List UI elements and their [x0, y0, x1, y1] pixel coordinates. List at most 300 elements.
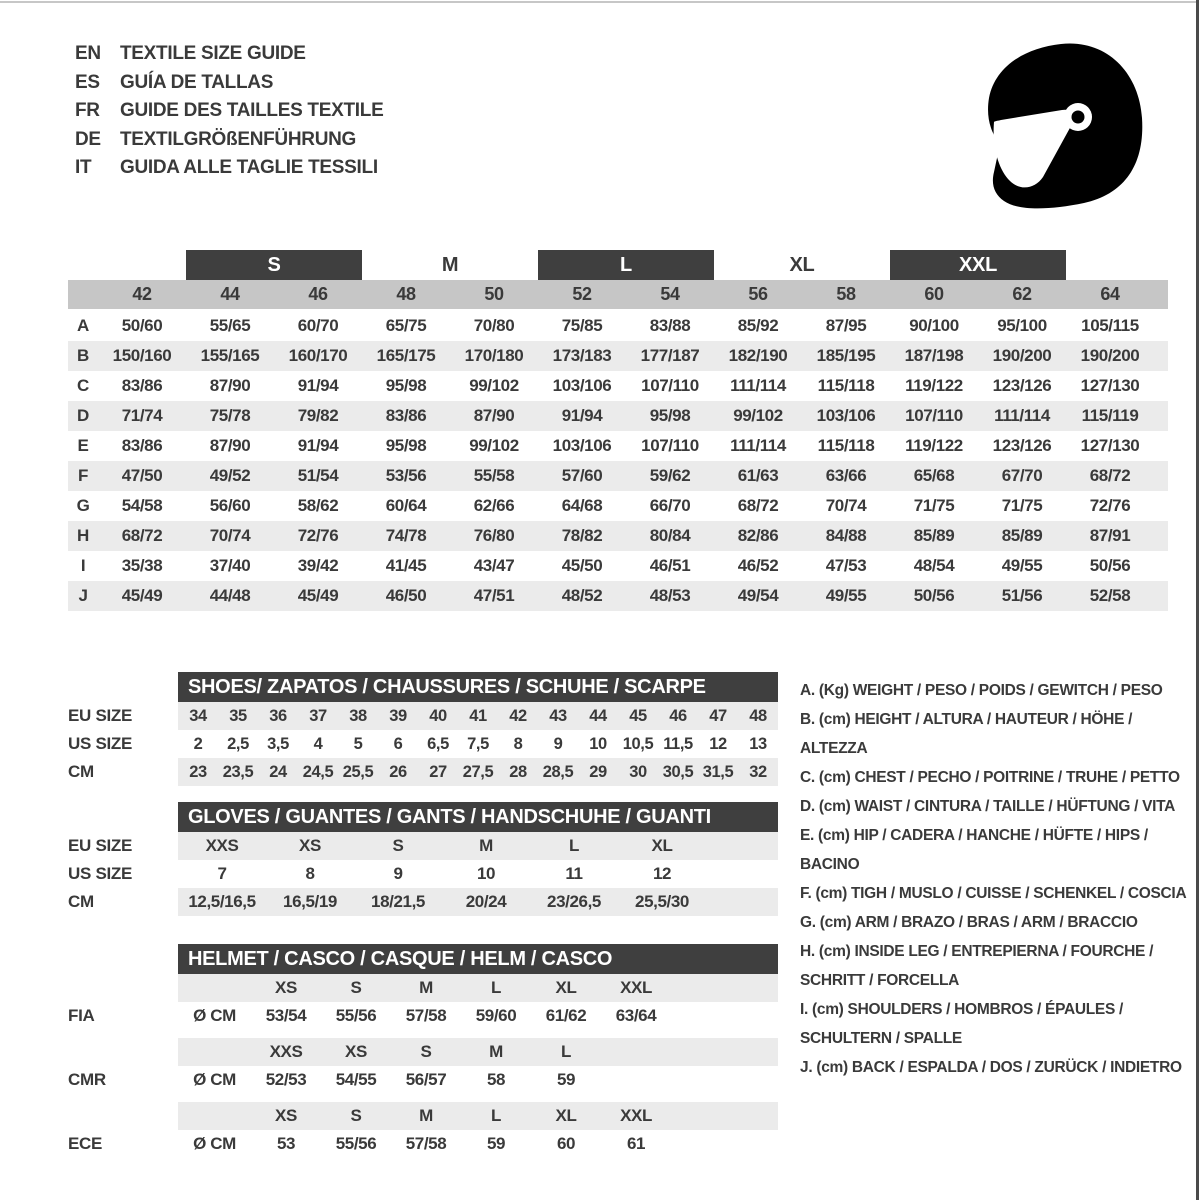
size-value: 87/90 [209, 376, 251, 395]
size-group-xl: XL [789, 254, 815, 276]
size-value: 45/49 [297, 586, 339, 605]
size-value: 78/82 [561, 526, 603, 545]
size-value: 91/94 [297, 376, 339, 395]
helmet-value: 55/56 [335, 1134, 377, 1153]
size-value: 91/94 [561, 406, 603, 425]
size-value: 12 [709, 735, 727, 753]
language-row [75, 126, 383, 155]
size-value: 83/88 [649, 316, 691, 335]
size-value: 75/78 [209, 406, 251, 425]
row-letter: B [77, 346, 89, 365]
helmet-size: M [489, 1042, 503, 1061]
size-value: 79/82 [297, 406, 339, 425]
size-value: 107/110 [641, 376, 699, 395]
size-value: 70/74 [825, 496, 867, 515]
helmet-size: S [350, 978, 362, 997]
helmet-size-row [68, 974, 780, 1002]
row-label: CM [68, 762, 94, 781]
size-value: 11 [565, 864, 583, 883]
size-value: 37 [309, 707, 327, 725]
size-value: 160/170 [288, 346, 348, 365]
size-value: 111/114 [730, 436, 786, 455]
size-value: 123/126 [992, 376, 1052, 395]
guide-title: TEXTILGRÖßENFÜHRUNG [120, 128, 357, 150]
numeric-size: 62 [1012, 284, 1032, 304]
size-value: 53/56 [385, 466, 427, 485]
size-value: 115/119 [1081, 406, 1139, 425]
gloves-table-row [68, 888, 780, 916]
helmet-value: 63/64 [615, 1006, 657, 1025]
row-letter-spacer [68, 280, 98, 309]
row-letter: D [77, 406, 89, 425]
size-value: 105/115 [1081, 316, 1139, 335]
row-label [68, 1038, 178, 1066]
helmet-size: L [491, 978, 501, 997]
spacer [68, 786, 780, 802]
size-value: 68/72 [1089, 466, 1131, 485]
measure-row-d [68, 401, 1168, 431]
size-value: 99/102 [469, 376, 519, 395]
size-value: 59/62 [649, 466, 691, 485]
row-letter: E [77, 436, 89, 455]
size-value: 45 [629, 707, 647, 725]
row-label: US SIZE [68, 734, 133, 753]
size-value: 83/86 [121, 436, 163, 455]
helmet-value: 56/57 [405, 1070, 447, 1089]
size-value: XL [651, 836, 673, 855]
standard-label: ECE [68, 1134, 103, 1153]
size-value: 20/24 [465, 892, 507, 911]
size-value: 185/195 [816, 346, 876, 365]
size-group-s: S [186, 250, 362, 280]
size-value: 24,5 [302, 763, 334, 781]
size-value: 90/100 [909, 316, 959, 335]
helmet-value: 54/55 [335, 1070, 377, 1089]
diameter-spacer [178, 974, 251, 1002]
numeric-size-row [68, 280, 1168, 309]
size-value: 74/78 [385, 526, 427, 545]
size-value: 44/48 [209, 586, 251, 605]
row-cells [178, 1038, 778, 1066]
size-value: 49/52 [209, 466, 251, 485]
row-letter: C [77, 376, 89, 395]
size-value: 177/187 [640, 346, 700, 365]
size-value: 35/38 [121, 556, 163, 575]
size-value: 6 [393, 735, 403, 753]
size-value: 42 [509, 707, 527, 725]
size-value: 60/70 [297, 316, 339, 335]
size-value: 25,5/30 [635, 892, 689, 911]
size-value: 111/114 [730, 376, 786, 395]
legend-item-e: E. (cm) HIP / CADERA / HANCHE / HÜFTE / HIPS / BACINO [800, 827, 1148, 873]
shoes-table-row [68, 730, 780, 758]
size-value: 10,5 [622, 735, 654, 753]
legend-item-a: A. (Kg) WEIGHT / PESO / POIDS / GEWITCH / PESO [800, 682, 1163, 699]
size-value: 45/49 [121, 586, 163, 605]
helmet-value: 55/56 [335, 1006, 377, 1025]
accessory-tables [68, 672, 780, 1166]
size-value: 67/70 [1001, 466, 1043, 485]
size-value: 37/40 [209, 556, 251, 575]
size-value: 13 [749, 735, 767, 753]
size-value: 87/90 [473, 406, 515, 425]
spacer [68, 916, 780, 944]
size-value: 68/72 [121, 526, 163, 545]
diameter-label: Ø CM [193, 1070, 236, 1089]
size-value: 45/50 [561, 556, 603, 575]
size-value: 173/183 [552, 346, 612, 365]
row-cells [178, 888, 778, 916]
size-value: 103/106 [552, 436, 612, 455]
size-value: 76/80 [473, 526, 515, 545]
size-value: 150/160 [112, 346, 172, 365]
helmet-size: XS [275, 978, 297, 997]
size-value: 23 [189, 763, 207, 781]
size-value: 48/53 [649, 586, 691, 605]
size-value: 25,5 [342, 763, 374, 781]
numeric-size: 52 [572, 284, 592, 304]
helmet-size-row [68, 1102, 780, 1130]
helmet-size-row [68, 1038, 780, 1066]
row-letter: I [80, 556, 86, 575]
measure-row-g [68, 491, 1168, 521]
diameter-label: Ø CM [193, 1134, 236, 1153]
row-cells [178, 1102, 778, 1130]
size-value: 71/75 [1001, 496, 1043, 515]
measure-row-a [68, 311, 1168, 341]
size-value: 5 [353, 735, 363, 753]
legend-item-j: J. (cm) BACK / ESPALDA / DOS / ZURÜCK / INDIETRO [800, 1059, 1182, 1076]
size-value: 49/55 [1001, 556, 1043, 575]
size-value: M [479, 836, 493, 855]
size-value: 6,5 [427, 735, 449, 753]
language-code: FR [75, 100, 100, 121]
main-size-table [68, 250, 1168, 611]
helmet-size: L [561, 1042, 571, 1061]
size-value: 27,5 [462, 763, 494, 781]
size-value: 7,5 [467, 735, 489, 753]
row-letter: G [76, 496, 90, 515]
size-value: 87/95 [825, 316, 867, 335]
size-value: 48/52 [561, 586, 603, 605]
measure-row-i [68, 551, 1168, 581]
size-value: 28,5 [542, 763, 574, 781]
size-value: 8 [305, 864, 315, 883]
size-value: 99/102 [469, 436, 519, 455]
size-group-row [68, 250, 1168, 280]
size-value: 2 [193, 735, 203, 753]
size-value: 43 [549, 707, 567, 725]
numeric-size: 56 [748, 284, 768, 304]
row-letter: F [78, 466, 88, 485]
helmet-value-row [68, 1130, 780, 1158]
size-value: 23,5 [222, 763, 254, 781]
language-code: DE [75, 128, 101, 150]
size-value: 10 [476, 864, 496, 883]
size-value: 63/66 [825, 466, 867, 485]
language-code: EN [75, 43, 101, 64]
size-value: 9 [553, 735, 563, 753]
row-letter: A [77, 316, 89, 335]
size-value: 47/50 [121, 466, 163, 485]
size-value: 190/200 [1080, 346, 1140, 365]
size-value: 58/62 [297, 496, 339, 515]
measurement-legend [800, 676, 1188, 1082]
size-value: 9 [393, 864, 403, 883]
numeric-size: 42 [132, 284, 152, 304]
helmet-size: XS [275, 1106, 297, 1125]
helmet-size: XL [555, 978, 577, 997]
size-value: 127/130 [1080, 436, 1140, 455]
helmet-value: 57/58 [405, 1006, 447, 1025]
size-value: 50/60 [121, 316, 163, 335]
size-value: 39/42 [297, 556, 339, 575]
size-value: 48/54 [913, 556, 955, 575]
size-value: 62/66 [473, 496, 515, 515]
helmet-group-fia [68, 974, 780, 1030]
numeric-size: 60 [924, 284, 944, 304]
guide-title: TEXTILE SIZE GUIDE [120, 43, 306, 64]
helmet-value: 53 [276, 1134, 296, 1153]
size-value: 51/54 [297, 466, 339, 485]
row-label: CM [68, 892, 94, 911]
size-value: 41 [469, 707, 487, 725]
size-value: 51/56 [1001, 586, 1043, 605]
size-value: 72/76 [297, 526, 339, 545]
size-value: 60/64 [385, 496, 427, 515]
measure-row-e [68, 431, 1168, 461]
size-value: L [569, 836, 579, 855]
helmet-table-title: HELMET / CASCO / CASQUE / HELM / CASCO [178, 944, 778, 974]
size-value: 38 [349, 707, 367, 725]
guide-title: GUIDA ALLE TAGLIE TESSILI [120, 157, 378, 178]
language-code: ES [75, 71, 100, 93]
helmet-size: XS [345, 1042, 367, 1061]
language-row [75, 69, 383, 98]
shoes-table-row [68, 758, 780, 786]
numeric-size: 64 [1100, 284, 1120, 304]
size-group-m: M [441, 254, 459, 276]
size-value: 32 [749, 763, 767, 781]
size-value: 119/122 [905, 436, 963, 455]
helmet-group-ece [68, 1102, 780, 1158]
size-value: 30 [629, 763, 647, 781]
size-value: 190/200 [992, 346, 1052, 365]
size-value: 35 [229, 707, 247, 725]
diameter-spacer [178, 1102, 251, 1130]
helmet-value: 59 [556, 1070, 576, 1089]
row-cells [178, 860, 778, 888]
size-value: 54/58 [121, 496, 163, 515]
size-value: 12,5/16,5 [188, 892, 256, 911]
size-value: 46/50 [385, 586, 427, 605]
helmet-icon [958, 22, 1148, 217]
size-value: 29 [589, 763, 607, 781]
size-value: 31,5 [702, 763, 734, 781]
size-value: 70/80 [473, 316, 515, 335]
legend-item-f: F. (cm) TIGH / MUSLO / CUISSE / SCHENKEL / COSCIA [800, 885, 1187, 902]
size-value: 71/74 [121, 406, 163, 425]
size-value: 4 [313, 735, 323, 753]
size-value: 70/74 [209, 526, 251, 545]
gloves-table-title: GLOVES / GUANTES / GANTS / HANDSCHUHE / GUANTI [178, 802, 778, 832]
size-value: 52/58 [1089, 586, 1131, 605]
size-value: 48 [749, 707, 767, 725]
row-cells [178, 974, 778, 1002]
helmet-table [68, 974, 780, 1158]
size-value: 127/130 [1080, 376, 1140, 395]
size-value: 111/114 [994, 406, 1050, 425]
helmet-group-cmr [68, 1038, 780, 1094]
guide-title: GUIDE DES TAILLES TEXTILE [120, 100, 384, 121]
size-value: 87/90 [209, 436, 251, 455]
helmet-value: 57/58 [405, 1134, 447, 1153]
helmet-size: XXL [620, 978, 652, 997]
helmet-value: 58 [486, 1070, 506, 1089]
size-value: 187/198 [904, 346, 964, 365]
helmet-size: S [350, 1106, 362, 1125]
size-value: 103/106 [816, 406, 876, 425]
size-value: 57/60 [561, 466, 603, 485]
size-value: 66/70 [649, 496, 691, 515]
language-row [75, 40, 383, 69]
row-label: US SIZE [68, 864, 133, 883]
language-row [75, 154, 383, 183]
size-value: 123/126 [992, 436, 1052, 455]
page-right-edge [1196, 0, 1199, 1200]
size-value: 55/58 [473, 466, 515, 485]
size-value: 23/26,5 [547, 892, 601, 911]
legend-item-b: B. (cm) HEIGHT / ALTURA / HAUTEUR / HÖHE / ALTEZZA [800, 711, 1133, 757]
size-value: 103/106 [552, 376, 612, 395]
row-cells [178, 702, 778, 730]
size-value: 28 [509, 763, 527, 781]
helmet-value-row [68, 1002, 780, 1030]
helmet-size: L [491, 1106, 501, 1125]
size-value: 55/65 [209, 316, 251, 335]
size-value: S [392, 836, 404, 855]
size-value: 46/52 [737, 556, 779, 575]
size-value: 65/68 [913, 466, 955, 485]
size-value: 64/68 [561, 496, 603, 515]
size-value: XXS [205, 836, 239, 855]
standard-label: CMR [68, 1070, 106, 1089]
size-value: 99/102 [733, 406, 783, 425]
row-label: EU SIZE [68, 706, 133, 725]
legend-item-d: D. (cm) WAIST / CINTURA / TAILLE / HÜFTUNG / VITA [800, 798, 1176, 815]
row-cells [178, 758, 778, 786]
size-value: 65/75 [385, 316, 427, 335]
size-group-l: L [538, 250, 714, 280]
size-value: 95/98 [385, 376, 427, 395]
row-cells [178, 1130, 778, 1158]
helmet-size: M [419, 978, 433, 997]
numeric-size: 44 [220, 284, 240, 304]
helmet-value: 59 [486, 1134, 506, 1153]
size-value: 49/55 [825, 586, 867, 605]
size-value: 40 [429, 707, 447, 725]
size-value: 27 [429, 763, 447, 781]
shoes-table [68, 702, 780, 786]
size-value: 30,5 [662, 763, 694, 781]
size-value: 18/21,5 [371, 892, 425, 911]
measure-row-f [68, 461, 1168, 491]
row-letter: J [78, 586, 88, 605]
size-value: 85/89 [1001, 526, 1043, 545]
page-top-edge [0, 1, 1197, 3]
size-value: 2,5 [227, 735, 249, 753]
row-label [68, 1102, 178, 1130]
gloves-table-row [68, 860, 780, 888]
size-value: 80/84 [649, 526, 691, 545]
diameter-label: Ø CM [193, 1006, 236, 1025]
language-row [75, 97, 383, 126]
size-value: 82/86 [737, 526, 779, 545]
size-value: 87/91 [1089, 526, 1131, 545]
numeric-size: 58 [836, 284, 856, 304]
size-value: 155/165 [200, 346, 260, 365]
legend-item-c: C. (cm) CHEST / PECHO / POITRINE / TRUHE / PETTO [800, 769, 1180, 786]
legend-item-h: H. (cm) INSIDE LEG / ENTREPIERNA / FOURCHE / SCHRITT / FORCELLA [800, 943, 1154, 989]
gloves-table [68, 832, 780, 916]
size-value: 83/86 [121, 376, 163, 395]
size-value: 50/56 [913, 586, 955, 605]
size-value: 10 [589, 735, 607, 753]
size-value: 84/88 [825, 526, 867, 545]
size-value: 46/51 [649, 556, 691, 575]
measure-row-c [68, 371, 1168, 401]
size-value: 91/94 [297, 436, 339, 455]
size-value: 44 [589, 707, 607, 725]
helmet-size: XXS [269, 1042, 303, 1061]
size-value: 24 [269, 763, 287, 781]
helmet-value: 60 [556, 1134, 576, 1153]
size-value: 34 [189, 707, 207, 725]
diameter-spacer [178, 1038, 251, 1066]
numeric-size: 54 [660, 284, 680, 304]
size-value: 85/92 [737, 316, 779, 335]
size-value: 41/45 [385, 556, 427, 575]
language-code: IT [75, 157, 92, 178]
helmet-size: XL [555, 1106, 577, 1125]
row-cells [178, 730, 778, 758]
size-value: 107/110 [641, 436, 699, 455]
size-value: 12 [652, 864, 672, 883]
helmet-value: 61 [626, 1134, 646, 1153]
numeric-size: 48 [396, 284, 416, 304]
size-value: 95/100 [997, 316, 1047, 335]
row-letter: H [77, 526, 89, 545]
size-value: 182/190 [728, 346, 788, 365]
size-value: 3,5 [267, 735, 289, 753]
measure-row-h [68, 521, 1168, 551]
shoes-table-row [68, 702, 780, 730]
size-value: 56/60 [209, 496, 251, 515]
size-value: 43/47 [473, 556, 515, 575]
size-value: 115/118 [817, 436, 875, 455]
numeric-size: 50 [484, 284, 504, 304]
size-value: 85/89 [913, 526, 955, 545]
size-value: 170/180 [464, 346, 524, 365]
size-value: 46 [669, 707, 687, 725]
size-value: 107/110 [905, 406, 963, 425]
shoes-table-title: SHOES/ ZAPATOS / CHAUSSURES / SCHUHE / SCARPE [178, 672, 778, 702]
size-value: 8 [513, 735, 523, 753]
helmet-value: 59/60 [475, 1006, 517, 1025]
size-group-xxl: XXL [890, 250, 1066, 280]
row-cells [178, 832, 778, 860]
measure-row-b [68, 341, 1168, 371]
